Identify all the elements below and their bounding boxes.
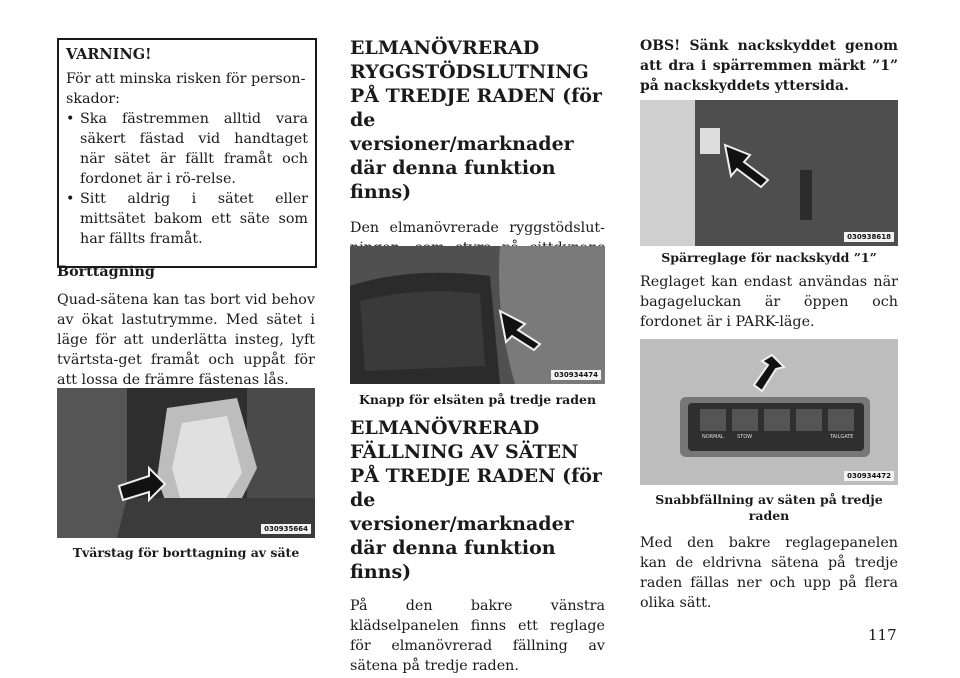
- panel-caption: Snabbfällning av säten på tredje raden: [655, 492, 883, 523]
- folding-body: På den bakre vänstra klädselpanelen finns ett reglage för elmanövrerad fällning av sätena på tredje raden.: [350, 598, 605, 674]
- recline-body: Den elmanövrerade ryggstödslut-: [350, 220, 605, 236]
- warning-title: VARNING!: [66, 46, 152, 63]
- rear-control-panel-photo: [640, 339, 898, 485]
- page-number: 117: [868, 626, 897, 644]
- folding-section: [350, 416, 605, 676]
- folding-heading: [350, 416, 605, 584]
- panel-caption-wrap: [640, 492, 898, 524]
- removal-caption-wrap: [57, 545, 315, 561]
- headrest-section: [640, 36, 898, 96]
- panel-label-stow: STOW: [737, 434, 753, 440]
- figure-code: 030934472: [844, 471, 894, 481]
- warning-item: • Sitt aldrig i sätet eller mittsätet bakom ett säte som har fällts framåt.: [66, 189, 308, 249]
- removal-caption: Tvärstag för borttagning av säte: [72, 545, 300, 560]
- panel-body-wrap: [640, 533, 898, 613]
- removal-body: Quad-sätena kan tas bort vid behov av ökat lastutrymme. Med sätet i läge för att underlätta insteg, lyft tvärtsta-get framåt och uppåt för att lossa de främre fästenas lås.: [57, 292, 315, 388]
- warning-item: • Ska fästremmen alltid vara säkert fästad vid handtaget när sätet är fällt framåt och fordonet är i rö-relse.: [66, 109, 308, 189]
- panel-body: Med den bakre reglagepanelen kan de eldrivna sätena på tredje raden fällas ner och upp på flera olika sätt.: [640, 535, 898, 611]
- removal-section: [57, 262, 315, 390]
- recline-heading-text: ELMANÖVRERAD RYGGSTÖDSLUTNING PÅ TREDJE RADEN (för de versioner/marknader där denna funktion finns: [350, 37, 602, 203]
- figure-code: 030938618: [844, 232, 894, 242]
- folding-heading-text: ELMANÖVRERAD FÄLLNING AV SÄTEN PÅ TREDJE RADEN (för de versioner/marknader där denna funktion finns: [350, 417, 602, 583]
- removal-heading: Borttagning: [57, 264, 155, 280]
- panel-label-tailgate: TAILGATE: [830, 434, 854, 440]
- recline-caption: Knapp för elsäten på tredje raden: [358, 392, 597, 407]
- headrest-caption-wrap: [640, 250, 898, 266]
- headrest-body-wrap: [640, 272, 898, 332]
- figure-code: 030935664: [261, 524, 311, 534]
- folding-heading-end: ): [402, 561, 412, 583]
- warning-intro: För att minska risken för person-skador:: [66, 71, 306, 107]
- seat-removal-photo: [57, 388, 315, 538]
- headrest-latch-photo: [640, 100, 898, 246]
- headrest-caption: Spärreglage för nackskydd ”1”: [661, 250, 877, 265]
- recline-heading: [350, 36, 605, 204]
- figure-code: 030934474: [551, 370, 601, 380]
- warning-box: [57, 38, 317, 268]
- warning-list: [66, 109, 308, 249]
- panel-label-normal: NORMAL: [702, 434, 724, 440]
- recline-button-photo: [350, 246, 605, 384]
- headrest-note: OBS! Sänk nackskyddet genom att dra i spärremmen märkt ”1” på nackskyddets yttersida.: [640, 38, 898, 94]
- recline-caption-wrap: [350, 392, 605, 408]
- headrest-body: Reglaget kan endast användas när bagageluckan är öppen och fordonet är i PARK-läge.: [640, 274, 898, 330]
- recline-heading-end: ): [402, 181, 412, 203]
